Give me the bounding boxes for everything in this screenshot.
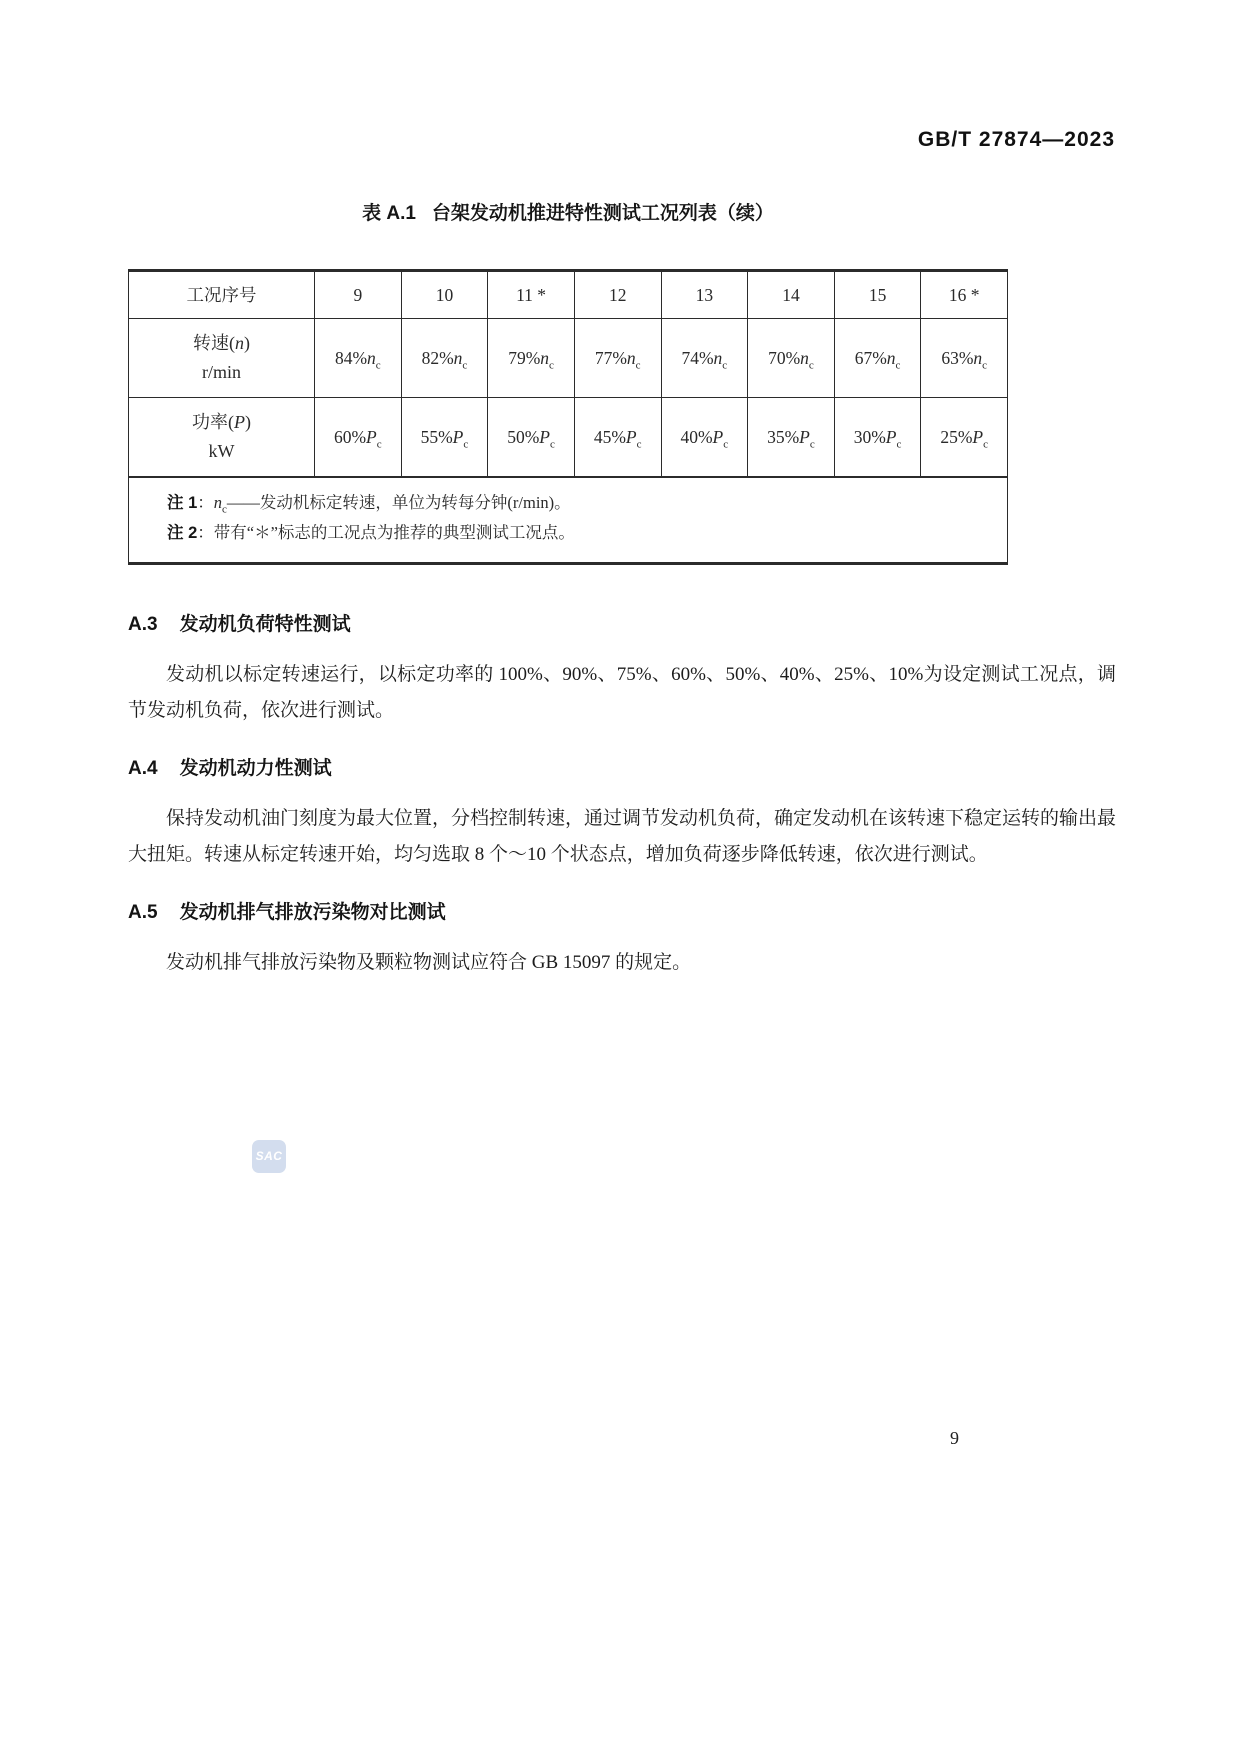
power-value-cell: $35\%P_c$ [748,398,835,478]
standard-number: GB/T 27874—2023 [917,128,1115,151]
speed-row-label: 转速(n) r/min [129,319,315,398]
speed-value-cell: $63\%n_c$ [921,319,1008,398]
speed-value-cell: $77\%n_c$ [574,319,661,398]
table-caption-label: 表 A.1 [362,203,416,224]
power-value-cell: $25\%P_c$ [921,398,1008,478]
table-caption-text: 台架发动机推进特性测试工况列表（续） [431,203,774,224]
speed-value-cell: $70\%n_c$ [748,319,835,398]
speed-value-cell: $74\%n_c$ [661,319,748,398]
section-body-a5: 发动机排气排放污染物及颗粒物测试应符合 GB 15097 的规定。 [166,952,692,973]
section-heading-a3 [128,609,1116,637]
table-notes-row [129,477,1008,564]
page-number: 9 [950,1428,959,1448]
header-cell: 10 [401,271,488,319]
table-caption [128,198,1008,225]
table-note-2: 注 2：带有“＊”标志的工况点为推荐的典型测试工况点。 [167,523,575,542]
section-number: A.4 [128,758,158,779]
speed-value-cell: $84\%n_c$ [315,319,402,398]
header-cell: 13 [661,271,748,319]
header-cell-condition-number: 工况序号 [129,271,315,319]
power-value-cell: $30\%P_c$ [834,398,921,478]
table-notes-cell [129,477,1008,564]
power-value-cell: $55\%P_c$ [401,398,488,478]
power-value-cell: $45\%P_c$ [574,398,661,478]
header-cell: 15 [834,271,921,319]
speed-row [129,319,1008,398]
section-title: 发动机动力性测试 [179,758,332,779]
section-body-a3: 发动机以标定转速运行，以标定功率的 100%、90%、75%、60%、50%、40%、25%、10%为设定测试工况点，调节发动机负荷，依次进行测试。 [128,664,1116,721]
speed-value-cell: $79\%n_c$ [488,319,575,398]
section-title: 发动机排气排放污染物对比测试 [179,902,446,923]
speed-value-cell: $82\%n_c$ [401,319,488,398]
table-note-1: 注 1：$n_c——$发动机标定转速，单位为转每分钟(r/min)。 [167,493,571,516]
section-title: 发动机负荷特性测试 [179,614,351,635]
sac-watermark-logo: SAC [252,1140,286,1173]
section-number: A.3 [128,614,158,635]
table-header-row [129,271,1008,319]
speed-value-cell: $67\%n_c$ [834,319,921,398]
power-row [129,398,1008,478]
section-heading-a5 [128,897,1116,925]
header-cell: 9 [315,271,402,319]
power-row-unit: kW [208,441,235,461]
header-cell: 12 [574,271,661,319]
power-value-cell: $50\%P_c$ [488,398,575,478]
power-value-cell: $60\%P_c$ [315,398,402,478]
section-heading-a4 [128,753,1116,781]
section-number: A.5 [128,902,158,923]
power-value-cell: $40\%P_c$ [661,398,748,478]
power-row-label: 功率(P) kW [129,398,315,478]
test-conditions-table [128,269,1008,565]
header-cell: 14 [748,271,835,319]
header-cell: 16 * [921,271,1008,319]
speed-row-unit: r/min [202,362,241,382]
page-content [128,198,1116,981]
header-cell: 11 * [488,271,575,319]
section-body-a4: 保持发动机油门刻度为最大位置，分档控制转速，通过调节发动机负荷，确定发动机在该转速下稳定运转的输出最大扭矩。转速从标定转速开始，均匀选取 8 个～10 个状态点，增加负荷逐步降低转速，依次进行测试。 [128,808,1117,865]
